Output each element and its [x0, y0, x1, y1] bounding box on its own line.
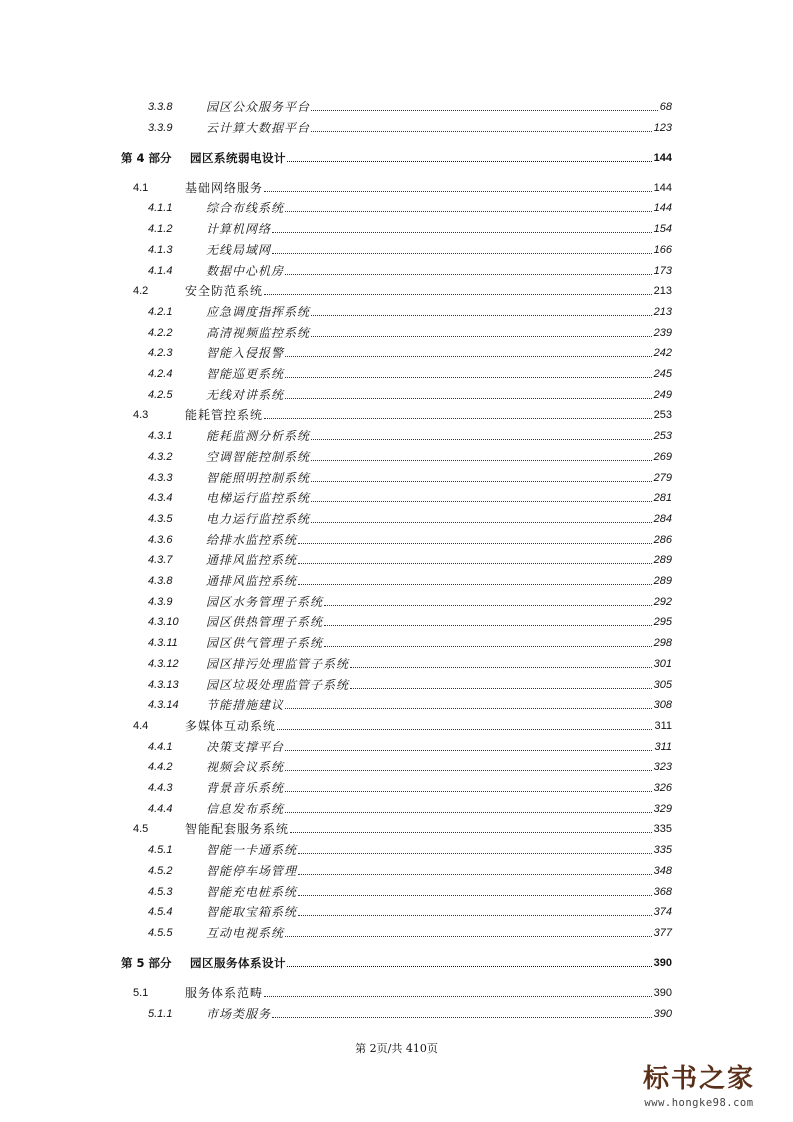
toc-entry-page: 253	[652, 426, 672, 446]
toc-leader-dots	[298, 584, 652, 585]
toc-entry-page: 329	[652, 799, 672, 819]
toc-entry-page: 390	[652, 983, 672, 1003]
toc-leader-dots	[272, 1017, 652, 1018]
toc-entry[interactable]	[0, 675, 793, 695]
toc-entry-page: 144	[652, 198, 672, 218]
toc-entry-number: 4.4.1	[148, 737, 172, 757]
toc-entry-title: 智能配套服务系统	[185, 819, 290, 839]
toc-entry-page: 279	[652, 468, 672, 488]
watermark-logo: 标书之家	[642, 1064, 755, 1094]
toc-entry-title: 园区垃圾处理监管子系统	[206, 675, 350, 695]
toc-entry-title: 服务体系范畴	[185, 983, 264, 1003]
toc-entry-title: 智能停车场管理	[206, 861, 298, 881]
toc-entry[interactable]	[0, 302, 793, 322]
toc-entry-number: 4.3.3	[148, 468, 172, 488]
toc-entry[interactable]	[0, 281, 793, 301]
toc-leader-dots	[324, 605, 652, 606]
toc-entry[interactable]	[0, 148, 793, 168]
toc-entry-number: 4.3.11	[148, 633, 178, 653]
toc-entry[interactable]	[0, 261, 793, 281]
toc-entry-number: 4.5.4	[148, 902, 172, 922]
toc-entry-number: 4.3.7	[148, 550, 172, 570]
toc-entry-title: 智能取宝箱系统	[206, 902, 298, 922]
toc-leader-dots	[285, 356, 652, 357]
toc-entry-number: 4.4	[133, 716, 148, 736]
toc-entry-number: 4.3.5	[148, 509, 172, 529]
toc-entry-page: 68	[658, 97, 672, 117]
toc-entry[interactable]	[0, 323, 793, 343]
toc-entry[interactable]	[0, 778, 793, 798]
toc-entry-title: 能耗监测分析系统	[206, 426, 311, 446]
toc-leader-dots	[285, 936, 652, 937]
toc-entry-title: 园区供气管理子系统	[206, 633, 324, 653]
toc-entry-title: 园区水务管理子系统	[206, 592, 324, 612]
toc-entry[interactable]	[0, 219, 793, 239]
toc-entry-title: 电梯运行监控系统	[206, 488, 311, 508]
toc-entry-page: 213	[652, 281, 672, 301]
toc-entry-title: 给排水监控系统	[206, 530, 298, 550]
toc-leader-dots	[298, 563, 652, 564]
toc-entry[interactable]	[0, 571, 793, 591]
toc-entry-number: 4.3.9	[148, 592, 172, 612]
toc-entry[interactable]	[0, 983, 793, 1003]
toc-entry-number: 4.5.2	[148, 861, 172, 881]
toc-entry-title: 无线对讲系统	[206, 385, 285, 405]
toc-entry-number: 第 4 部分	[121, 148, 172, 168]
toc-entry-page: 173	[652, 261, 672, 281]
toc-entry-title: 园区公众服务平台	[206, 97, 311, 117]
toc-entry[interactable]	[0, 343, 793, 363]
toc-entry-number: 4.3.2	[148, 447, 172, 467]
toc-entry-number: 4.2.1	[148, 302, 172, 322]
toc-entry-title: 空调智能控制系统	[206, 447, 311, 467]
toc-leader-dots	[311, 522, 652, 523]
toc-entry[interactable]	[0, 757, 793, 777]
toc-entry[interactable]	[0, 488, 793, 508]
toc-entry-number: 4.3.12	[148, 654, 179, 674]
toc-entry[interactable]	[0, 799, 793, 819]
toc-entry[interactable]	[0, 654, 793, 674]
toc-entry-number: 4.2	[133, 281, 148, 301]
toc-leader-dots	[264, 191, 652, 192]
toc-entry-number: 4.3.10	[148, 612, 179, 632]
toc-entry-page: 245	[652, 364, 672, 384]
toc-entry-page: 308	[652, 695, 672, 715]
toc-entry-page: 295	[652, 612, 672, 632]
toc-leader-dots	[311, 336, 652, 337]
toc-entry-number: 4.3	[133, 405, 148, 425]
toc-entry-number: 4.5.5	[148, 923, 172, 943]
toc-entry-title: 综合布线系统	[206, 198, 285, 218]
toc-entry-number: 4.3.6	[148, 530, 172, 550]
toc-entry[interactable]	[0, 612, 793, 632]
toc-entry-title: 电力运行监控系统	[206, 509, 311, 529]
toc-leader-dots	[350, 688, 652, 689]
toc-entry-number: 4.3.14	[148, 695, 179, 715]
toc-leader-dots	[298, 874, 652, 875]
toc-leader-dots	[311, 460, 652, 461]
toc-entry[interactable]	[0, 385, 793, 405]
toc-entry-title: 节能措施建议	[206, 695, 285, 715]
toc-leader-dots	[272, 232, 652, 233]
toc-leader-dots	[311, 131, 652, 132]
toc-entry[interactable]	[0, 198, 793, 218]
toc-entry[interactable]	[0, 426, 793, 446]
toc-entry[interactable]	[0, 923, 793, 943]
toc-entry-page: 166	[652, 240, 672, 260]
toc-entry-number: 4.4.3	[148, 778, 172, 798]
toc-entry-title: 智能入侵报警	[206, 343, 285, 363]
toc-entry[interactable]	[0, 882, 793, 902]
toc-leader-dots	[285, 274, 652, 275]
toc-entry-number: 4.1.2	[148, 219, 172, 239]
toc-entry-page: 311	[652, 737, 672, 757]
toc-entry-title: 智能一卡通系统	[206, 840, 298, 860]
toc-entry-page: 123	[652, 118, 672, 138]
toc-entry-number: 4.1	[133, 178, 148, 198]
toc-entry-number: 4.2.4	[148, 364, 172, 384]
toc-entry-title: 园区供热管理子系统	[206, 612, 324, 632]
toc-entry-number: 3.3.9	[148, 118, 172, 138]
watermark-url: www.hongke98.com	[644, 1097, 754, 1109]
toc-entry[interactable]	[0, 118, 793, 138]
toc-leader-dots	[277, 729, 652, 730]
toc-entry-title: 背景音乐系统	[206, 778, 285, 798]
toc-entry-page: 269	[652, 447, 672, 467]
toc-entry-title: 通排风监控系统	[206, 550, 298, 570]
toc-entry[interactable]	[0, 953, 793, 973]
toc-entry-page: 335	[652, 819, 672, 839]
toc-entry[interactable]	[0, 633, 793, 653]
toc-entry-page: 311	[652, 716, 672, 736]
toc-entry-number: 4.2.2	[148, 323, 172, 343]
toc-entry-page: 368	[652, 882, 672, 902]
toc-entry-number: 4.3.13	[148, 675, 179, 695]
toc-leader-dots	[264, 418, 652, 419]
toc-entry[interactable]	[0, 737, 793, 757]
toc-entry-title: 基础网络服务	[185, 178, 264, 198]
toc-entry-title: 安全防范系统	[185, 281, 264, 301]
toc-entry[interactable]	[0, 861, 793, 881]
toc-entry-title: 计算机网络	[206, 219, 272, 239]
toc-entry[interactable]	[0, 530, 793, 550]
toc-entry-page: 335	[652, 840, 672, 860]
toc-leader-dots	[298, 895, 652, 896]
toc-entry-title: 智能充电桩系统	[206, 882, 298, 902]
toc-entry-number: 3.3.8	[148, 97, 172, 117]
toc-leader-dots	[290, 832, 652, 833]
toc-entry-title: 多媒体互动系统	[185, 716, 277, 736]
toc-entry[interactable]	[0, 447, 793, 467]
toc-entry-page: 326	[652, 778, 672, 798]
toc-entry-page: 154	[652, 219, 672, 239]
toc-entry-page: 374	[652, 902, 672, 922]
toc-entry-title: 视频会议系统	[206, 757, 285, 777]
watermark	[619, 1062, 779, 1110]
page-footer: 第 2页/共 410页	[355, 1042, 438, 1055]
toc-entry-page: 242	[652, 343, 672, 363]
toc-leader-dots	[298, 915, 652, 916]
toc-entry[interactable]	[0, 592, 793, 612]
toc-leader-dots	[285, 708, 652, 709]
toc-entry-number: 4.5.3	[148, 882, 172, 902]
toc-leader-dots	[285, 750, 652, 751]
toc-leader-dots	[298, 853, 652, 854]
toc-entry-title: 园区服务体系设计	[190, 953, 287, 973]
toc-leader-dots	[311, 439, 652, 440]
toc-entry-title: 信息发布系统	[206, 799, 285, 819]
toc-leader-dots	[285, 770, 652, 771]
toc-entry-page: 213	[652, 302, 672, 322]
toc-entry[interactable]	[0, 468, 793, 488]
toc-leader-dots	[311, 481, 652, 482]
toc-entry-number: 4.2.3	[148, 343, 172, 363]
toc-entry-title: 通排风监控系统	[206, 571, 298, 591]
toc-entry-title: 云计算大数据平台	[206, 118, 311, 138]
toc-entry-number: 4.5	[133, 819, 148, 839]
toc-entry[interactable]	[0, 550, 793, 570]
toc-leader-dots	[285, 398, 652, 399]
toc-entry-number: 4.5.1	[148, 840, 172, 860]
toc-leader-dots	[311, 110, 658, 111]
toc-entry-title: 无线局域网	[206, 240, 272, 260]
toc-entry[interactable]	[0, 509, 793, 529]
toc-entry[interactable]	[0, 819, 793, 839]
toc-entry-title: 数据中心机房	[206, 261, 285, 281]
toc-entry[interactable]	[0, 240, 793, 260]
toc-leader-dots	[324, 646, 652, 647]
toc-leader-dots	[264, 294, 652, 295]
toc-entry-page: 305	[652, 675, 672, 695]
toc-entry-page: 284	[652, 509, 672, 529]
toc-leader-dots	[285, 812, 652, 813]
toc-entry-page: 281	[652, 488, 672, 508]
toc-entry-number: 第 5 部分	[121, 953, 172, 973]
toc-entry[interactable]	[0, 97, 793, 117]
toc-entry[interactable]	[0, 840, 793, 860]
toc-entry-title: 园区系统弱电设计	[190, 148, 287, 168]
toc-entry-number: 4.3.8	[148, 571, 172, 591]
toc-entry-title: 市场类服务	[206, 1004, 272, 1024]
toc-entry-page: 390	[652, 953, 672, 973]
toc-entry-number: 4.1.3	[148, 240, 172, 260]
toc-entry-page: 144	[652, 148, 672, 168]
toc-entry-number: 4.3.1	[148, 426, 172, 446]
toc-entry-title: 应急调度指挥系统	[206, 302, 311, 322]
toc-leader-dots	[285, 377, 652, 378]
toc-entry-page: 286	[652, 530, 672, 550]
toc-entry-title: 智能照明控制系统	[206, 468, 311, 488]
toc-entry-title: 智能巡更系统	[206, 364, 285, 384]
toc-entry-page: 253	[652, 405, 672, 425]
toc-entry-number: 4.2.5	[148, 385, 172, 405]
toc-entry-page: 390	[652, 1004, 672, 1024]
toc-leader-dots	[287, 161, 652, 162]
toc-entry-number: 4.4.2	[148, 757, 172, 777]
toc-entry-page: 249	[652, 385, 672, 405]
toc-entry-page: 298	[652, 633, 672, 653]
toc-entry[interactable]	[0, 364, 793, 384]
toc-leader-dots	[324, 625, 652, 626]
toc-entry-title: 能耗管控系统	[185, 405, 264, 425]
toc-leader-dots	[350, 667, 652, 668]
toc-leader-dots	[311, 315, 652, 316]
toc-entry[interactable]	[0, 405, 793, 425]
toc-entry-title: 园区排污处理监管子系统	[206, 654, 350, 674]
toc-entry-title: 高清视频监控系统	[206, 323, 311, 343]
toc-entry-number: 4.4.4	[148, 799, 172, 819]
toc-entry-page: 289	[652, 550, 672, 570]
toc-entry-page: 144	[652, 178, 672, 198]
toc-leader-dots	[272, 253, 652, 254]
toc-entry-number: 5.1	[133, 983, 148, 1003]
toc-entry-page: 239	[652, 323, 672, 343]
toc-leader-dots	[264, 996, 652, 997]
toc-entry-number: 4.3.4	[148, 488, 172, 508]
toc-entry-number: 4.1.1	[148, 198, 172, 218]
toc-entry[interactable]	[0, 902, 793, 922]
toc-entry[interactable]	[0, 716, 793, 736]
toc-entry-page: 377	[652, 923, 672, 943]
toc-entry-page: 289	[652, 571, 672, 591]
toc-entry-number: 4.1.4	[148, 261, 172, 281]
toc-entry[interactable]	[0, 1004, 793, 1024]
toc-entry-page: 323	[652, 757, 672, 777]
toc-leader-dots	[287, 966, 652, 967]
toc-leader-dots	[298, 543, 652, 544]
toc-entry-number: 5.1.1	[148, 1004, 172, 1024]
toc-entry-title: 互动电视系统	[206, 923, 285, 943]
toc-entry-title: 决策支撑平台	[206, 737, 285, 757]
toc-entry-page: 301	[652, 654, 672, 674]
toc-leader-dots	[285, 791, 652, 792]
toc-entry[interactable]	[0, 695, 793, 715]
toc-leader-dots	[311, 501, 652, 502]
toc-entry[interactable]	[0, 178, 793, 198]
toc-entry-page: 292	[652, 592, 672, 612]
toc-leader-dots	[285, 211, 652, 212]
toc-entry-page: 348	[652, 861, 672, 881]
